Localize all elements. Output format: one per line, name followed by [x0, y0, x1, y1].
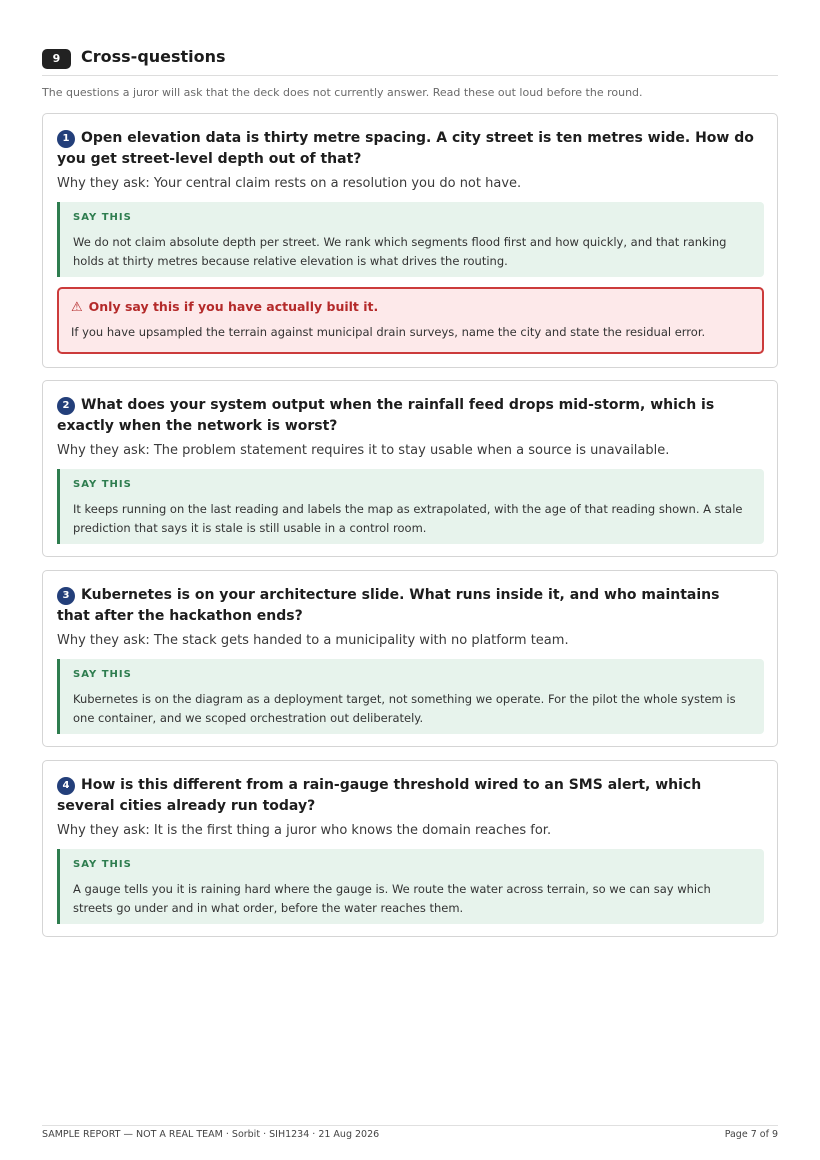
section-intro: The questions a juror will ask that the deck does not currently answer. Read these out loud before the round.: [42, 86, 643, 99]
question-text: [57, 585, 757, 627]
say-this-text: Kubernetes is on the diagram as a deployment target, not something we operate. For the pilot the whole system is one container, and we scoped orchestration out deliberately.: [73, 692, 736, 725]
question-card-4: [42, 760, 778, 937]
question-card-2: [42, 380, 778, 557]
question-number-badge: 2: [57, 397, 75, 415]
warning-triangle-icon: ⚠: [71, 300, 83, 315]
question-card-1: [42, 113, 778, 368]
say-this-text: We do not claim absolute depth per street. We rank which segments flood first and how quickly, and that ranking holds at thirty metres because relative elevation is what drives the routing.: [73, 235, 727, 268]
why-they-ask: Why they ask: The problem statement requires it to stay usable when a source is unavailable.: [57, 443, 670, 458]
say-this-box: [57, 659, 764, 734]
say-this-box: [57, 469, 764, 544]
say-this-label: SAY THIS: [73, 669, 132, 680]
warning-box: [57, 287, 764, 354]
section-header: [42, 46, 778, 76]
why-they-ask: Why they ask: It is the first thing a juror who knows the domain reaches for.: [57, 823, 552, 838]
say-this-label: SAY THIS: [73, 479, 132, 490]
say-this-text: A gauge tells you it is raining hard where the gauge is. We route the water across terrain, so we can say which streets go under and in what order, before the water reaches them.: [73, 882, 711, 915]
question-label: What does your system output when the rainfall feed drops mid-storm, which is exactly when the network is worst?: [57, 397, 715, 434]
section-title: Cross-questions: [81, 47, 226, 66]
say-this-box: [57, 849, 764, 924]
section-number-badge: 9: [42, 49, 71, 69]
say-this-label: SAY THIS: [73, 859, 132, 870]
say-this-text: It keeps running on the last reading and labels the map as extrapolated, with the age of that reading shown. A stale prediction that says it is stale is still usable in a control room.: [73, 502, 743, 535]
question-label: Open elevation data is thirty metre spacing. A city street is ten metres wide. How do you get street-level depth out of that?: [57, 130, 754, 167]
question-card-3: [42, 570, 778, 747]
question-number-badge: 1: [57, 130, 75, 148]
question-number-badge: 4: [57, 777, 75, 795]
question-label: Kubernetes is on your architecture slide. What runs inside it, and who maintains that after the hackathon ends?: [57, 587, 720, 624]
warning-text: If you have upsampled the terrain against municipal drain surveys, name the city and state the residual error.: [71, 325, 706, 339]
question-label: How is this different from a rain-gauge threshold wired to an SMS alert, which several cities already run today?: [57, 777, 702, 814]
question-number-badge: 3: [57, 587, 75, 605]
warning-title: [71, 299, 378, 315]
footer-report-info: SAMPLE REPORT — NOT A REAL TEAM · Sorbit · SIH1234 · 21 Aug 2026: [42, 1129, 380, 1140]
warning-title-label: Only say this if you have actually built it.: [88, 299, 379, 314]
question-text: [57, 128, 757, 170]
say-this-label: SAY THIS: [73, 212, 132, 223]
page-footer: [42, 1125, 778, 1145]
question-text: [57, 395, 757, 437]
why-they-ask: Why they ask: The stack gets handed to a municipality with no platform team.: [57, 633, 569, 648]
why-they-ask: Why they ask: Your central claim rests on a resolution you do not have.: [57, 176, 522, 191]
say-this-box: [57, 202, 764, 277]
footer-page-number: Page 7 of 9: [724, 1129, 778, 1140]
question-text: [57, 775, 757, 817]
